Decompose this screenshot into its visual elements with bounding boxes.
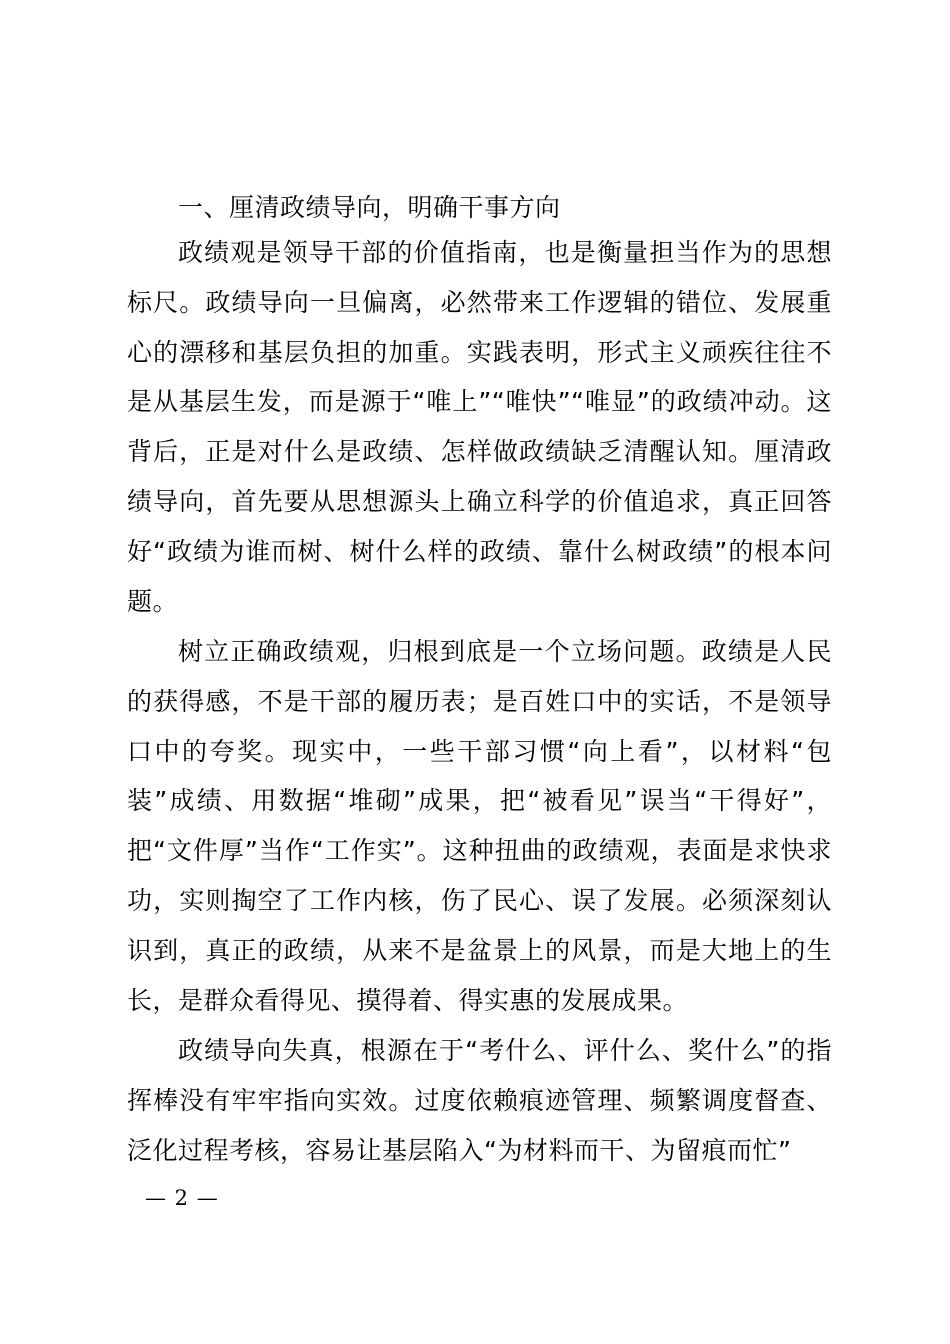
- paragraph-3: 政绩导向失真，根源在于“考什么、评什么、奖什么”的指挥棒没有牢牢指向实效。过度依赖痕迹管理、频繁调度督查、泛化过程考核，容易让基层陷入“为材料而干、为留痕而忙”: [127, 1036, 832, 1165]
- paragraph-1: 政绩观是领导干部的价值指南，也是衡量担当作为的思想标尺。政绩导向一旦偏离，必然带来工作逻辑的错位、发展重心的漂移和基层负担的加重。实践表明，形式主义顽疾往往不是从基层生发，而是源于“唯上”“唯快”“唯显”的政绩冲动。这背后，正是对什么是政绩、怎样做政绩缺乏清醒认知。厘清政绩导向，首先要从思想源头上确立科学的价值追求，真正回答好“政绩为谁而树、树什么样的政绩、靠什么树政绩”的根本问题。: [127, 238, 832, 616]
- paragraph-2: 树立正确政绩观，归根到底是一个立场问题。政绩是人民的获得感，不是干部的履历表；是百姓口中的实话，不是领导口中的夸奖。现实中，一些干部习惯“向上看”，以材料“包装”成绩、用数据“堆砌”成果，把“被看见”误当“干得好”，把“文件厚”当作“工作实”。这种扭曲的政绩观，表面是求快求功，实则掏空了工作内核，伤了民心、误了发展。必须深刻认识到，真正的政绩，从来不是盆景上的风景，而是大地上的生长，是群众看得见、摸得着、得实惠的发展成果。: [127, 637, 832, 1015]
- page-number: — 2 —: [145, 1186, 219, 1210]
- section-heading: 一、厘清政绩导向，明确干事方向: [178, 193, 561, 222]
